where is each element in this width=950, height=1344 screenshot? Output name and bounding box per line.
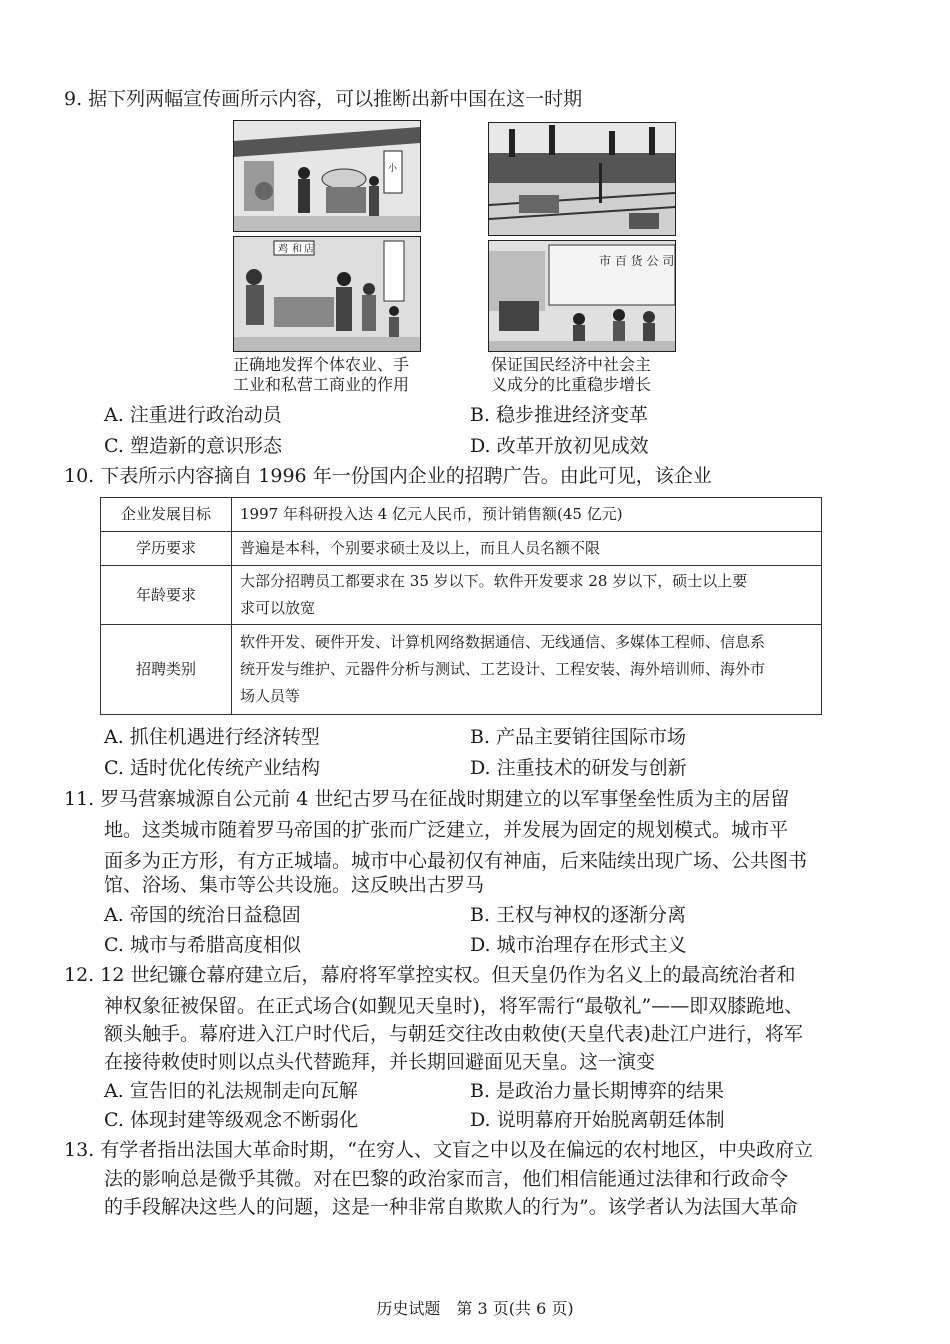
q12-option-a[interactable]: A. 宣告旧的礼法规制走向瓦解 xyxy=(104,1080,358,1102)
table-row xyxy=(101,566,822,625)
question-13-line-3: 的手段解决这些人的问题，这是一种非常自欺欺人的行为”。该学者认为法国大革命 xyxy=(104,1196,798,1218)
q10-option-b[interactable]: B. 产品主要销往国际市场 xyxy=(470,726,687,748)
page-footer: 历史试题 第 3 页(共 6 页) xyxy=(376,1299,574,1318)
question-11-line-2: 地。这类城市随着罗马帝国的扩张而广泛建立，并发展为固定的规划模式。城市平 xyxy=(104,819,789,841)
question-12-line-4: 在接待敕使时则以点头代替跪拜，并长期回避面见天皇。这一演变 xyxy=(104,1051,656,1073)
table-row-content xyxy=(232,566,822,625)
q11-option-b[interactable]: B. 王权与神权的逐渐分离 xyxy=(470,904,687,926)
poster-left-bottom-panel xyxy=(233,236,421,352)
q9-option-c[interactable]: C. 塑造新的意识形态 xyxy=(104,435,282,457)
table-row-content: 1997 年科研投入达 4 亿元人民币，预计销售额(45 亿元) xyxy=(232,498,822,532)
table-row xyxy=(101,625,822,715)
q9-option-b[interactable]: B. 稳步推进经济变革 xyxy=(470,404,649,426)
recruitment-table xyxy=(100,497,822,715)
question-11-line-4: 馆、浴场、集市等公共设施。这反映出古罗马 xyxy=(104,874,485,896)
poster-right-caption-line-2: 义成分的比重稳步增长 xyxy=(491,375,652,394)
poster-right-bottom-panel xyxy=(488,240,676,352)
department-store-illustration xyxy=(489,241,675,351)
question-13-line-2: 法的影响总是微乎其微。对在巴黎的政治家而言，他们相信能通过法律和行政命令 xyxy=(104,1168,789,1190)
store-sign-text: 市 百 货 公 司 xyxy=(599,254,675,268)
table-cell-line: 软件开发、硬件开发、计算机网络数据通信、无线通信、多媒体工程师、信息系 xyxy=(240,633,766,651)
question-12-line-3: 额头触手。幕府进入江户时代后，与朝廷交往改由敕使(天皇代表)赴江户进行，将军 xyxy=(104,1023,803,1045)
q12-option-d[interactable]: D. 说明幕府开始脱离朝廷体制 xyxy=(470,1109,725,1131)
question-11-line-1: 11. 罗马营寨城源自公元前 4 世纪古罗马在征战时期建立的以军事堡垒性质为主的居留 xyxy=(64,788,790,810)
poster-right-caption-line-1: 保证国民经济中社会主 xyxy=(491,355,652,374)
poster-left-top-panel xyxy=(233,120,421,232)
street-market-illustration xyxy=(234,121,420,231)
table-row-content xyxy=(232,625,822,715)
q11-option-d[interactable]: D. 城市治理存在形式主义 xyxy=(470,934,687,956)
q11-option-c[interactable]: C. 城市与希腊高度相似 xyxy=(104,934,301,956)
table-cell-line: 场人员等 xyxy=(240,687,301,705)
table-row-header: 企业发展目标 xyxy=(101,498,232,532)
poster-right xyxy=(488,122,674,350)
q11-option-a[interactable]: A. 帝国的统治日益稳固 xyxy=(104,904,301,926)
poster-right-top-panel xyxy=(488,122,676,236)
table-row xyxy=(101,498,822,532)
table-row-header: 招聘类别 xyxy=(101,625,232,715)
table-row-header: 学历要求 xyxy=(101,532,232,566)
poster-left xyxy=(233,120,419,350)
q12-option-b[interactable]: B. 是政治力量长期博弈的结果 xyxy=(470,1080,725,1102)
shop-crowd-illustration xyxy=(234,237,420,351)
q9-option-d[interactable]: D. 改革开放初见成效 xyxy=(470,435,649,457)
q12-option-c[interactable]: C. 体现封建等级观念不断弱化 xyxy=(104,1109,358,1131)
table-row-header: 年龄要求 xyxy=(101,566,232,625)
q10-option-d[interactable]: D. 注重技术的研发与创新 xyxy=(470,757,687,779)
poster-left-shop-sign-2: 和 xyxy=(292,244,302,255)
table-row xyxy=(101,532,822,566)
poster-left-sign: 小 xyxy=(388,164,398,174)
question-9-stem: 9. 据下列两幅宣传画所示内容，可以推断出新中国在这一时期 xyxy=(64,88,583,110)
table-row-content: 普遍是本科，个别要求硕士及以上，而且人员名额不限 xyxy=(232,532,822,566)
question-12-line-2: 神权象征被保留。在正式场合(如觐见天皇时)，将军需行“最敬礼”——即双膝跪地、 xyxy=(104,995,804,1017)
q10-option-c[interactable]: C. 适时优化传统产业结构 xyxy=(104,757,320,779)
poster-left-shop-sign-1: 鸡 xyxy=(278,244,288,255)
poster-left-shop-sign-3: 店 xyxy=(304,244,314,255)
q9-option-a[interactable]: A. 注重进行政治动员 xyxy=(104,404,282,426)
factory-illustration xyxy=(489,123,675,235)
table-cell-line: 大部分招聘员工都要求在 35 岁以下。软件开发要求 28 岁以下，硕士以上要 xyxy=(240,572,748,590)
table-cell-line: 求可以放宽 xyxy=(240,599,316,617)
question-12-line-1: 12. 12 世纪镰仓幕府建立后，幕府将军掌控实权。但天皇仍作为名义上的最高统治者和 xyxy=(64,964,796,986)
question-11-line-3: 面多为正方形，有方正城墙。城市中心最初仅有神庙，后来陆续出现广场、公共图书 xyxy=(104,850,808,872)
poster-left-caption-line-1: 正确地发挥个体农业、手 xyxy=(233,355,410,374)
q10-option-a[interactable]: A. 抓住机遇进行经济转型 xyxy=(104,726,320,748)
question-10-stem: 10. 下表所示内容摘自 1996 年一份国内企业的招聘广告。由此可见，该企业 xyxy=(64,465,712,487)
poster-left-caption-line-2: 工业和私营工商业的作用 xyxy=(233,375,410,394)
question-13-line-1: 13. 有学者指出法国大革命时期，“在穷人、文盲之中以及在偏远的农村地区，中央政府立 xyxy=(64,1139,813,1161)
table-cell-line: 统开发与维护、元器件分析与测试、工艺设计、工程安装、海外培训师、海外市 xyxy=(240,660,766,678)
